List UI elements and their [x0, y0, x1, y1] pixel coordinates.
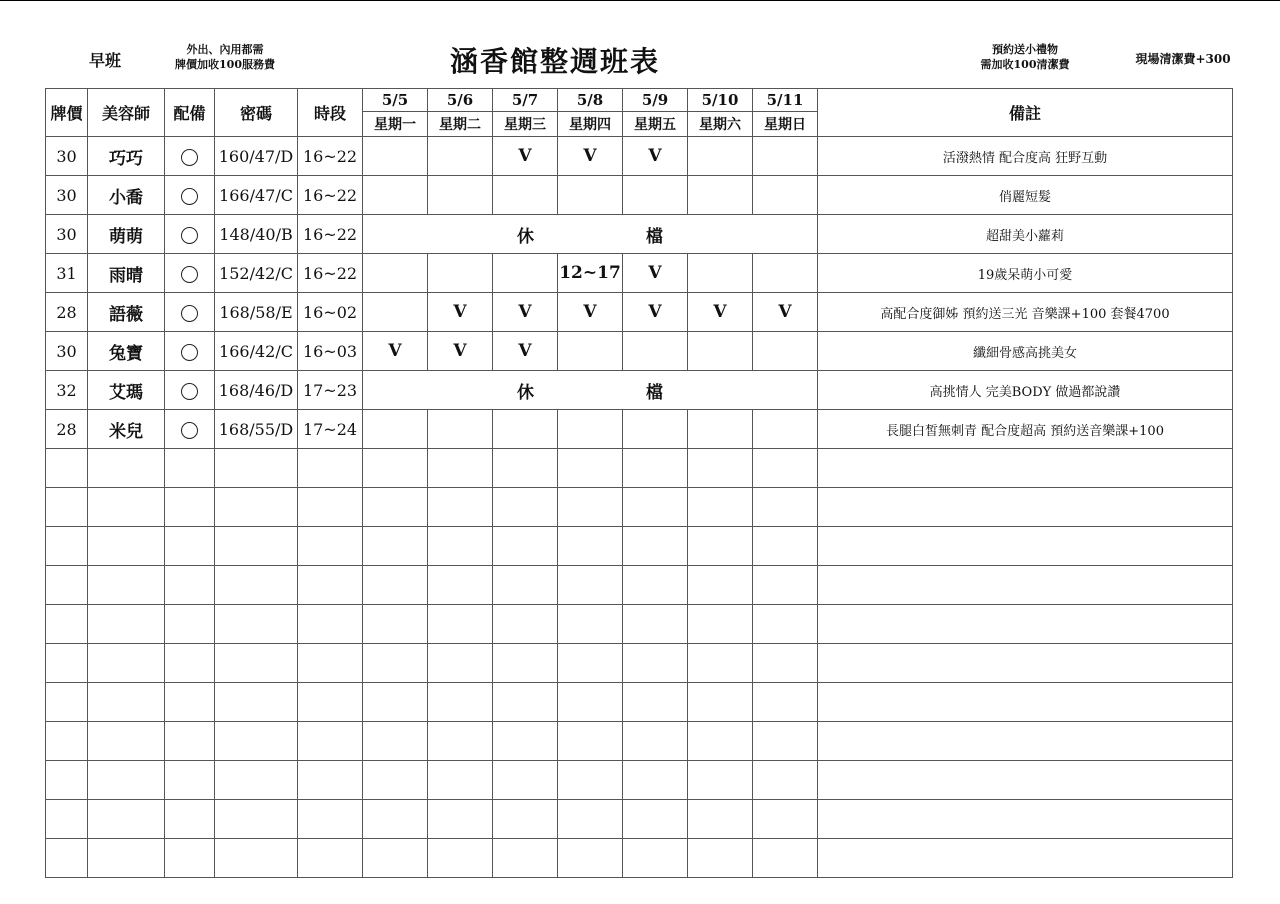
empty-cell — [753, 800, 818, 839]
empty-cell — [428, 839, 493, 878]
empty-cell — [298, 839, 363, 878]
empty-cell — [428, 644, 493, 683]
remark-cell: 19歲呆萌小可愛 — [818, 254, 1233, 293]
empty-cell — [46, 644, 88, 683]
empty-cell — [88, 761, 165, 800]
empty-cell — [688, 644, 753, 683]
table-row — [46, 371, 1233, 410]
empty-cell — [165, 839, 215, 878]
table-row — [46, 410, 1233, 449]
day-cell: V — [558, 293, 623, 332]
empty-cell — [215, 527, 298, 566]
day-cell: V — [558, 137, 623, 176]
code-cell: 166/47/C — [215, 176, 298, 215]
empty-cell — [623, 722, 688, 761]
empty-cell — [165, 722, 215, 761]
day-cell: V — [623, 254, 688, 293]
empty-row — [46, 488, 1233, 527]
empty-cell — [428, 527, 493, 566]
empty-cell — [818, 449, 1233, 488]
empty-cell — [165, 527, 215, 566]
empty-cell — [623, 566, 688, 605]
empty-cell — [215, 800, 298, 839]
day-cell — [363, 137, 428, 176]
empty-cell — [165, 488, 215, 527]
empty-cell — [818, 722, 1233, 761]
empty-cell — [363, 800, 428, 839]
empty-cell — [165, 566, 215, 605]
day-cell — [363, 410, 428, 449]
empty-cell — [363, 683, 428, 722]
beautician-name: 語薇 — [88, 293, 165, 332]
weekday-header: 星期四 — [558, 112, 623, 137]
empty-cell — [46, 488, 88, 527]
empty-cell — [165, 800, 215, 839]
date-header: 5/8 — [558, 89, 623, 112]
empty-cell — [428, 722, 493, 761]
equip-cell — [165, 410, 215, 449]
empty-cell — [88, 839, 165, 878]
day-cell — [688, 137, 753, 176]
table-row — [46, 176, 1233, 215]
day-off-cell — [363, 371, 818, 410]
circle-icon — [181, 305, 198, 322]
empty-row — [46, 449, 1233, 488]
time-cell: 17~24 — [298, 410, 363, 449]
day-cell — [493, 410, 558, 449]
empty-cell — [428, 761, 493, 800]
day-off-cell — [363, 215, 818, 254]
empty-cell — [215, 449, 298, 488]
beautician-name: 米兒 — [88, 410, 165, 449]
service-fee-note — [160, 42, 290, 72]
empty-cell — [298, 722, 363, 761]
empty-cell — [558, 722, 623, 761]
booking-note-line2: 需加收100清潔費 — [980, 58, 1070, 71]
empty-cell — [88, 449, 165, 488]
empty-cell — [215, 839, 298, 878]
schedule-table — [45, 88, 1233, 878]
circle-icon — [181, 266, 198, 283]
day-cell — [428, 254, 493, 293]
code-cell: 148/40/B — [215, 215, 298, 254]
beautician-name: 萌萌 — [88, 215, 165, 254]
day-cell: V — [363, 332, 428, 371]
price-cell: 30 — [46, 137, 88, 176]
empty-row — [46, 683, 1233, 722]
day-cell: V — [493, 137, 558, 176]
empty-cell — [818, 605, 1233, 644]
empty-cell — [88, 488, 165, 527]
empty-cell — [493, 761, 558, 800]
empty-row — [46, 566, 1233, 605]
empty-cell — [558, 566, 623, 605]
empty-cell — [688, 761, 753, 800]
day-cell: V — [623, 293, 688, 332]
empty-cell — [623, 449, 688, 488]
weekday-header: 星期六 — [688, 112, 753, 137]
empty-cell — [46, 527, 88, 566]
code-cell: 160/47/D — [215, 137, 298, 176]
empty-row — [46, 605, 1233, 644]
empty-cell — [688, 839, 753, 878]
empty-cell — [428, 800, 493, 839]
day-cell: V — [428, 293, 493, 332]
day-cell: V — [688, 293, 753, 332]
empty-cell — [558, 800, 623, 839]
empty-cell — [363, 449, 428, 488]
empty-cell — [753, 566, 818, 605]
day-cell — [753, 410, 818, 449]
day-off-label-left: 休 — [517, 382, 534, 403]
col-header-equip: 配備 — [165, 89, 215, 137]
empty-cell — [818, 527, 1233, 566]
beautician-name: 雨晴 — [88, 254, 165, 293]
empty-cell — [46, 683, 88, 722]
table-row — [46, 137, 1233, 176]
weekday-header: 星期二 — [428, 112, 493, 137]
empty-cell — [753, 683, 818, 722]
empty-cell — [558, 527, 623, 566]
equip-cell — [165, 332, 215, 371]
empty-cell — [818, 839, 1233, 878]
empty-cell — [46, 839, 88, 878]
day-cell — [558, 332, 623, 371]
empty-cell — [215, 683, 298, 722]
price-cell: 30 — [46, 176, 88, 215]
empty-cell — [363, 761, 428, 800]
booking-note-line1: 預約送小禮物 — [992, 43, 1058, 56]
date-header: 5/5 — [363, 89, 428, 112]
service-fee-note-line1: 外出、內用都需 — [186, 43, 264, 56]
day-cell — [753, 137, 818, 176]
table-row — [46, 332, 1233, 371]
time-cell: 16~02 — [298, 293, 363, 332]
empty-cell — [818, 800, 1233, 839]
empty-cell — [558, 761, 623, 800]
day-off-label-right: 檔 — [646, 382, 663, 403]
empty-cell — [753, 488, 818, 527]
code-cell: 168/46/D — [215, 371, 298, 410]
col-header-remarks: 備註 — [818, 89, 1233, 137]
empty-cell — [493, 839, 558, 878]
day-off-label-right: 檔 — [646, 226, 663, 247]
circle-icon — [181, 422, 198, 439]
code-cell: 166/42/C — [215, 332, 298, 371]
time-cell: 16~03 — [298, 332, 363, 371]
empty-cell — [753, 527, 818, 566]
weekday-header: 星期五 — [623, 112, 688, 137]
empty-cell — [298, 449, 363, 488]
day-cell — [428, 176, 493, 215]
day-cell — [558, 410, 623, 449]
day-cell — [363, 293, 428, 332]
circle-icon — [181, 227, 198, 244]
day-cell — [428, 410, 493, 449]
equip-cell — [165, 215, 215, 254]
day-off-label-left: 休 — [517, 226, 534, 247]
empty-cell — [428, 605, 493, 644]
empty-cell — [298, 644, 363, 683]
price-cell: 28 — [46, 410, 88, 449]
empty-row — [46, 527, 1233, 566]
day-cell — [363, 254, 428, 293]
code-cell: 168/55/D — [215, 410, 298, 449]
empty-cell — [753, 449, 818, 488]
empty-cell — [818, 683, 1233, 722]
time-cell: 16~22 — [298, 215, 363, 254]
shift-label: 早班 — [88, 51, 121, 70]
empty-cell — [428, 449, 493, 488]
empty-row — [46, 644, 1233, 683]
remark-cell: 纖細骨感高挑美女 — [818, 332, 1233, 371]
empty-cell — [493, 605, 558, 644]
empty-cell — [623, 683, 688, 722]
empty-cell — [363, 839, 428, 878]
empty-cell — [493, 488, 558, 527]
booking-note — [955, 42, 1095, 72]
empty-cell — [298, 566, 363, 605]
circle-icon — [181, 344, 198, 361]
empty-row — [46, 800, 1233, 839]
empty-cell — [298, 683, 363, 722]
empty-cell — [46, 800, 88, 839]
empty-cell — [753, 761, 818, 800]
weekday-header: 星期一 — [363, 112, 428, 137]
schedule-body — [46, 137, 1233, 878]
empty-cell — [623, 527, 688, 566]
time-cell: 16~22 — [298, 137, 363, 176]
day-cell — [688, 176, 753, 215]
empty-cell — [558, 683, 623, 722]
empty-cell — [558, 449, 623, 488]
equip-cell — [165, 293, 215, 332]
day-cell: 12~17 — [558, 254, 623, 293]
price-cell: 31 — [46, 254, 88, 293]
day-cell: V — [623, 137, 688, 176]
empty-cell — [88, 527, 165, 566]
empty-cell — [88, 605, 165, 644]
empty-cell — [688, 605, 753, 644]
date-header: 5/9 — [623, 89, 688, 112]
table-row — [46, 293, 1233, 332]
empty-cell — [688, 800, 753, 839]
empty-cell — [215, 605, 298, 644]
empty-cell — [46, 566, 88, 605]
empty-cell — [818, 644, 1233, 683]
empty-cell — [428, 488, 493, 527]
empty-cell — [558, 839, 623, 878]
empty-cell — [623, 644, 688, 683]
empty-cell — [818, 566, 1233, 605]
empty-cell — [688, 683, 753, 722]
empty-cell — [165, 605, 215, 644]
beautician-name: 艾瑪 — [88, 371, 165, 410]
empty-cell — [88, 722, 165, 761]
remark-cell: 高挑情人 完美BODY 做過都說讚 — [818, 371, 1233, 410]
date-header: 5/11 — [753, 89, 818, 112]
day-cell: V — [493, 332, 558, 371]
empty-cell — [688, 527, 753, 566]
empty-cell — [558, 488, 623, 527]
day-cell: V — [493, 293, 558, 332]
empty-cell — [215, 722, 298, 761]
equip-cell — [165, 137, 215, 176]
empty-row — [46, 761, 1233, 800]
empty-cell — [298, 605, 363, 644]
price-cell: 28 — [46, 293, 88, 332]
empty-cell — [363, 722, 428, 761]
empty-cell — [298, 800, 363, 839]
empty-cell — [623, 605, 688, 644]
empty-cell — [753, 722, 818, 761]
beautician-name: 兔寶 — [88, 332, 165, 371]
day-cell — [428, 137, 493, 176]
col-header-price: 牌價 — [46, 89, 88, 137]
empty-cell — [688, 722, 753, 761]
empty-cell — [493, 722, 558, 761]
empty-cell — [688, 449, 753, 488]
day-cell — [753, 254, 818, 293]
empty-cell — [363, 644, 428, 683]
empty-cell — [88, 683, 165, 722]
code-cell: 168/58/E — [215, 293, 298, 332]
empty-cell — [165, 683, 215, 722]
empty-cell — [46, 605, 88, 644]
empty-cell — [688, 566, 753, 605]
empty-cell — [215, 761, 298, 800]
empty-cell — [46, 761, 88, 800]
day-cell — [623, 332, 688, 371]
beautician-name: 巧巧 — [88, 137, 165, 176]
day-cell — [623, 410, 688, 449]
date-header: 5/7 — [493, 89, 558, 112]
day-cell — [558, 176, 623, 215]
remark-cell: 高配合度御姊 預約送三光 音樂課+100 套餐4700 — [818, 293, 1233, 332]
empty-cell — [623, 839, 688, 878]
empty-row — [46, 839, 1233, 878]
empty-cell — [688, 488, 753, 527]
empty-cell — [88, 566, 165, 605]
empty-cell — [623, 761, 688, 800]
empty-cell — [88, 800, 165, 839]
day-cell — [688, 332, 753, 371]
time-cell: 16~22 — [298, 176, 363, 215]
empty-cell — [493, 644, 558, 683]
day-cell — [688, 410, 753, 449]
empty-cell — [363, 605, 428, 644]
empty-cell — [215, 566, 298, 605]
col-header-beautician: 美容師 — [88, 89, 165, 137]
day-cell — [363, 176, 428, 215]
empty-cell — [215, 644, 298, 683]
day-cell: V — [753, 293, 818, 332]
empty-cell — [753, 644, 818, 683]
equip-cell — [165, 371, 215, 410]
empty-cell — [165, 449, 215, 488]
col-header-time: 時段 — [298, 89, 363, 137]
day-cell — [753, 176, 818, 215]
empty-cell — [298, 527, 363, 566]
day-cell — [493, 254, 558, 293]
empty-cell — [493, 449, 558, 488]
remark-cell: 俏麗短髮 — [818, 176, 1233, 215]
time-cell: 16~22 — [298, 254, 363, 293]
empty-cell — [298, 761, 363, 800]
beautician-name: 小喬 — [88, 176, 165, 215]
empty-cell — [165, 761, 215, 800]
day-cell: V — [428, 332, 493, 371]
empty-cell — [623, 800, 688, 839]
empty-cell — [363, 488, 428, 527]
page-title: 涵香館整週班表 — [449, 45, 660, 78]
weekday-header: 星期三 — [493, 112, 558, 137]
empty-cell — [753, 605, 818, 644]
equip-cell — [165, 176, 215, 215]
remark-cell: 長腿白皙無刺青 配合度超高 預約送音樂課+100 — [818, 410, 1233, 449]
empty-cell — [623, 488, 688, 527]
price-cell: 30 — [46, 332, 88, 371]
empty-cell — [428, 683, 493, 722]
time-cell: 17~23 — [298, 371, 363, 410]
empty-cell — [46, 449, 88, 488]
empty-row — [46, 722, 1233, 761]
empty-cell — [558, 644, 623, 683]
empty-cell — [753, 839, 818, 878]
remark-cell: 超甜美小蘿莉 — [818, 215, 1233, 254]
day-cell — [753, 332, 818, 371]
day-cell — [493, 176, 558, 215]
empty-cell — [818, 488, 1233, 527]
empty-cell — [493, 800, 558, 839]
empty-cell — [363, 566, 428, 605]
date-header: 5/10 — [688, 89, 753, 112]
circle-icon — [181, 149, 198, 166]
empty-cell — [165, 644, 215, 683]
col-header-code: 密碼 — [215, 89, 298, 137]
empty-cell — [215, 488, 298, 527]
table-row — [46, 254, 1233, 293]
empty-cell — [88, 644, 165, 683]
date-header: 5/6 — [428, 89, 493, 112]
empty-cell — [493, 566, 558, 605]
empty-cell — [46, 722, 88, 761]
price-cell: 30 — [46, 215, 88, 254]
top-rule — [0, 0, 1280, 1]
code-cell: 152/42/C — [215, 254, 298, 293]
remark-cell: 活潑熱情 配合度高 狂野互動 — [818, 137, 1233, 176]
equip-cell — [165, 254, 215, 293]
day-cell — [688, 254, 753, 293]
cleaning-fee-note: 現場清潔費+300 — [1135, 52, 1231, 66]
empty-cell — [363, 527, 428, 566]
empty-cell — [493, 527, 558, 566]
weekday-header: 星期日 — [753, 112, 818, 137]
empty-cell — [428, 566, 493, 605]
empty-cell — [493, 683, 558, 722]
empty-cell — [558, 605, 623, 644]
day-cell — [623, 176, 688, 215]
service-fee-note-line2: 牌價加收100服務費 — [175, 58, 275, 71]
circle-icon — [181, 383, 198, 400]
empty-cell — [298, 488, 363, 527]
circle-icon — [181, 188, 198, 205]
empty-cell — [818, 761, 1233, 800]
table-row — [46, 215, 1233, 254]
price-cell: 32 — [46, 371, 88, 410]
